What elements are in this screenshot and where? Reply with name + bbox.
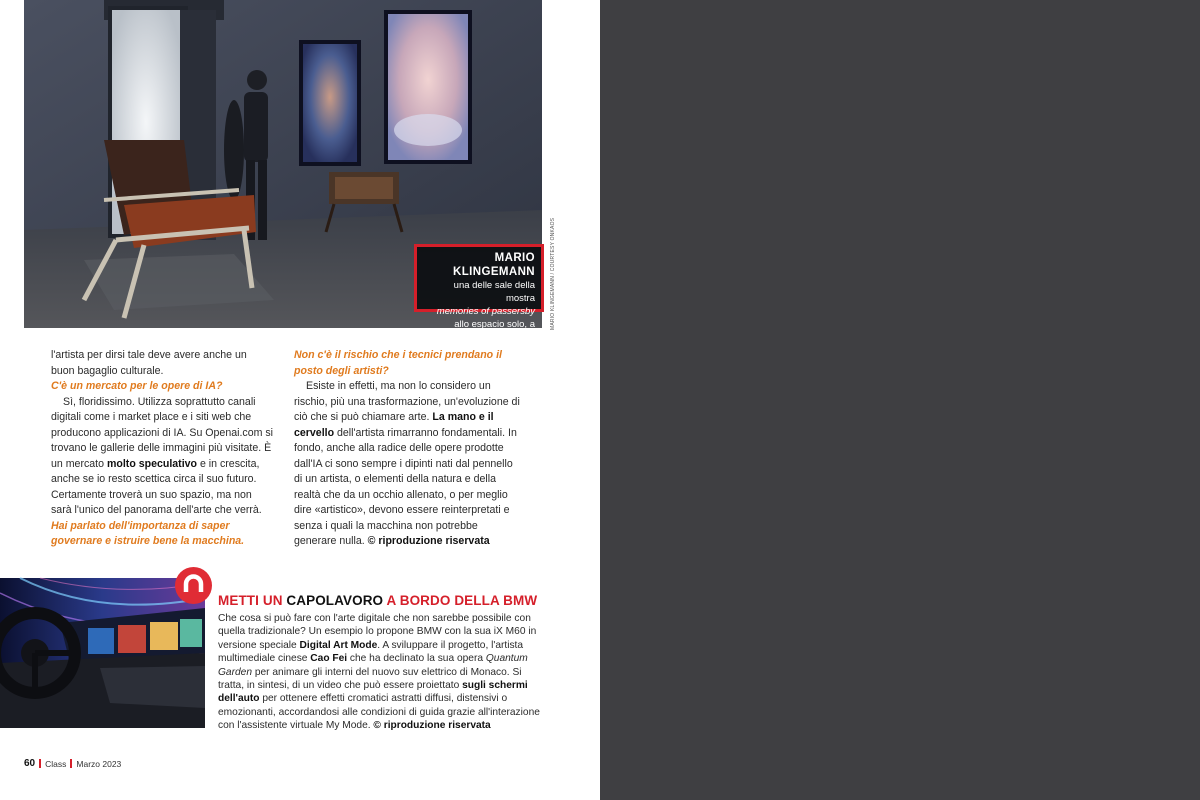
text-run: che ha declinato la sua opera: [347, 653, 486, 665]
page-footer: [24, 758, 121, 769]
copyright-notice: © riproduzione riservata: [373, 720, 491, 732]
text-run: per animare gli interni del nuovo suv elettrico di Monaco. Si tratta, in sintesi, di un video che può essere proiettato: [218, 666, 522, 692]
page-number: 60: [24, 758, 36, 769]
photo-credit-text: MARIO KLINGEMANN / COURTESY ONKAOS: [550, 217, 556, 330]
gallery-photo: [24, 0, 542, 343]
text-run: Sì, floridissimo. Utilizza soprattutto canali digitali come i market place e i siti web che producono applicazioni di IA. Su Openai.com si trovano le gallerie delle immagini più visitate. È un mercato: [51, 395, 274, 470]
copyright-notice: © riproduzione riservata: [367, 535, 490, 547]
interview-question: C'è un mercato per le opere di IA?: [51, 380, 223, 392]
bold-text: Digital Art Mode: [299, 639, 378, 651]
box-title: [218, 593, 537, 608]
text-run: e in crescita, anche se io resto scettica circa il suo futuro. Certamente troverà un suo spazio, ma non sarà l'unico del panorama dell'arte che verrà.: [51, 457, 262, 516]
footer-divider: [39, 759, 41, 768]
caption-artist-name: MARIO KLINGEMANN: [453, 252, 535, 278]
issue-date: Marzo 2023: [76, 758, 122, 769]
text-run: per ottenere effetti cromatici astratti diffusi, distensivi o emozionanti, accordandosi alle condizioni di guida grazie all'interazione con l'assistente virtuale My Mode.: [218, 693, 540, 732]
interview-question: Non c'è il rischio che i tecnici prendano il posto degli artisti?: [294, 349, 502, 377]
caption-line-2: memories of passersby: [436, 306, 535, 317]
blank-dark-area: [600, 0, 1200, 800]
caption-line-1: una delle sale della mostra: [453, 280, 535, 304]
text-run: Esiste in effetti, ma non lo considero un rischio, più una trasformazione, un'evoluzione di ciò che si può chiamare arte.: [294, 380, 520, 423]
text-column-2: [294, 348, 522, 550]
class-logo-glyph: [175, 567, 212, 604]
class-logo-icon: [175, 567, 212, 604]
title-part: METTI UN: [218, 593, 287, 608]
text-run: dell'artista rimarranno fondamentali. In fondo, anche alla radice delle opere prodotte dall'IA ci sono sempre i dipinti nati dal pennello di un artista, o elementi della natura e della realtà che da un occhio allenato, o per meglio dire «artistico», devono essere reinterpretati e senza i quali la macchina non potrebbe generare nulla.: [294, 426, 517, 547]
paragraph: [51, 395, 273, 519]
caption-line-3: allo espacio solo, a madrid: [454, 319, 535, 343]
paragraph: l'artista per dirsi tale deve avere anche un buon bagaglio culturale.: [51, 349, 247, 377]
bold-text: sugli schermi dell'auto: [218, 680, 528, 705]
footer-divider: [70, 759, 72, 768]
bold-text: molto speculativo: [106, 457, 198, 470]
photo-caption: [414, 244, 544, 343]
text-column-1: [51, 348, 273, 550]
paragraph: [294, 379, 522, 550]
photo-credit: [543, 217, 557, 330]
text-run: . A sviluppare il progetto, l'artista multimediale cinese: [218, 639, 524, 665]
bold-text: La mano e il cervello: [294, 411, 494, 439]
magazine-name: Class: [45, 758, 67, 769]
bold-text: Cao Fei: [310, 653, 348, 665]
box-text: [218, 612, 548, 733]
interview-question: Hai parlato dell'importanza di saper governare e istruire bene la macchina.: [51, 519, 245, 547]
text-run: Che cosa si può fare con l'arte digitale che non sarebbe possibile con quella tradizionale? Un esempio lo propone BMW con la sua iX M60 in versione speciale: [218, 613, 537, 651]
title-part: A BORDO DELLA BMW: [383, 593, 538, 608]
italic-text: Quantum Garden: [218, 653, 528, 678]
title-part: CAPOLAVORO: [286, 593, 384, 608]
